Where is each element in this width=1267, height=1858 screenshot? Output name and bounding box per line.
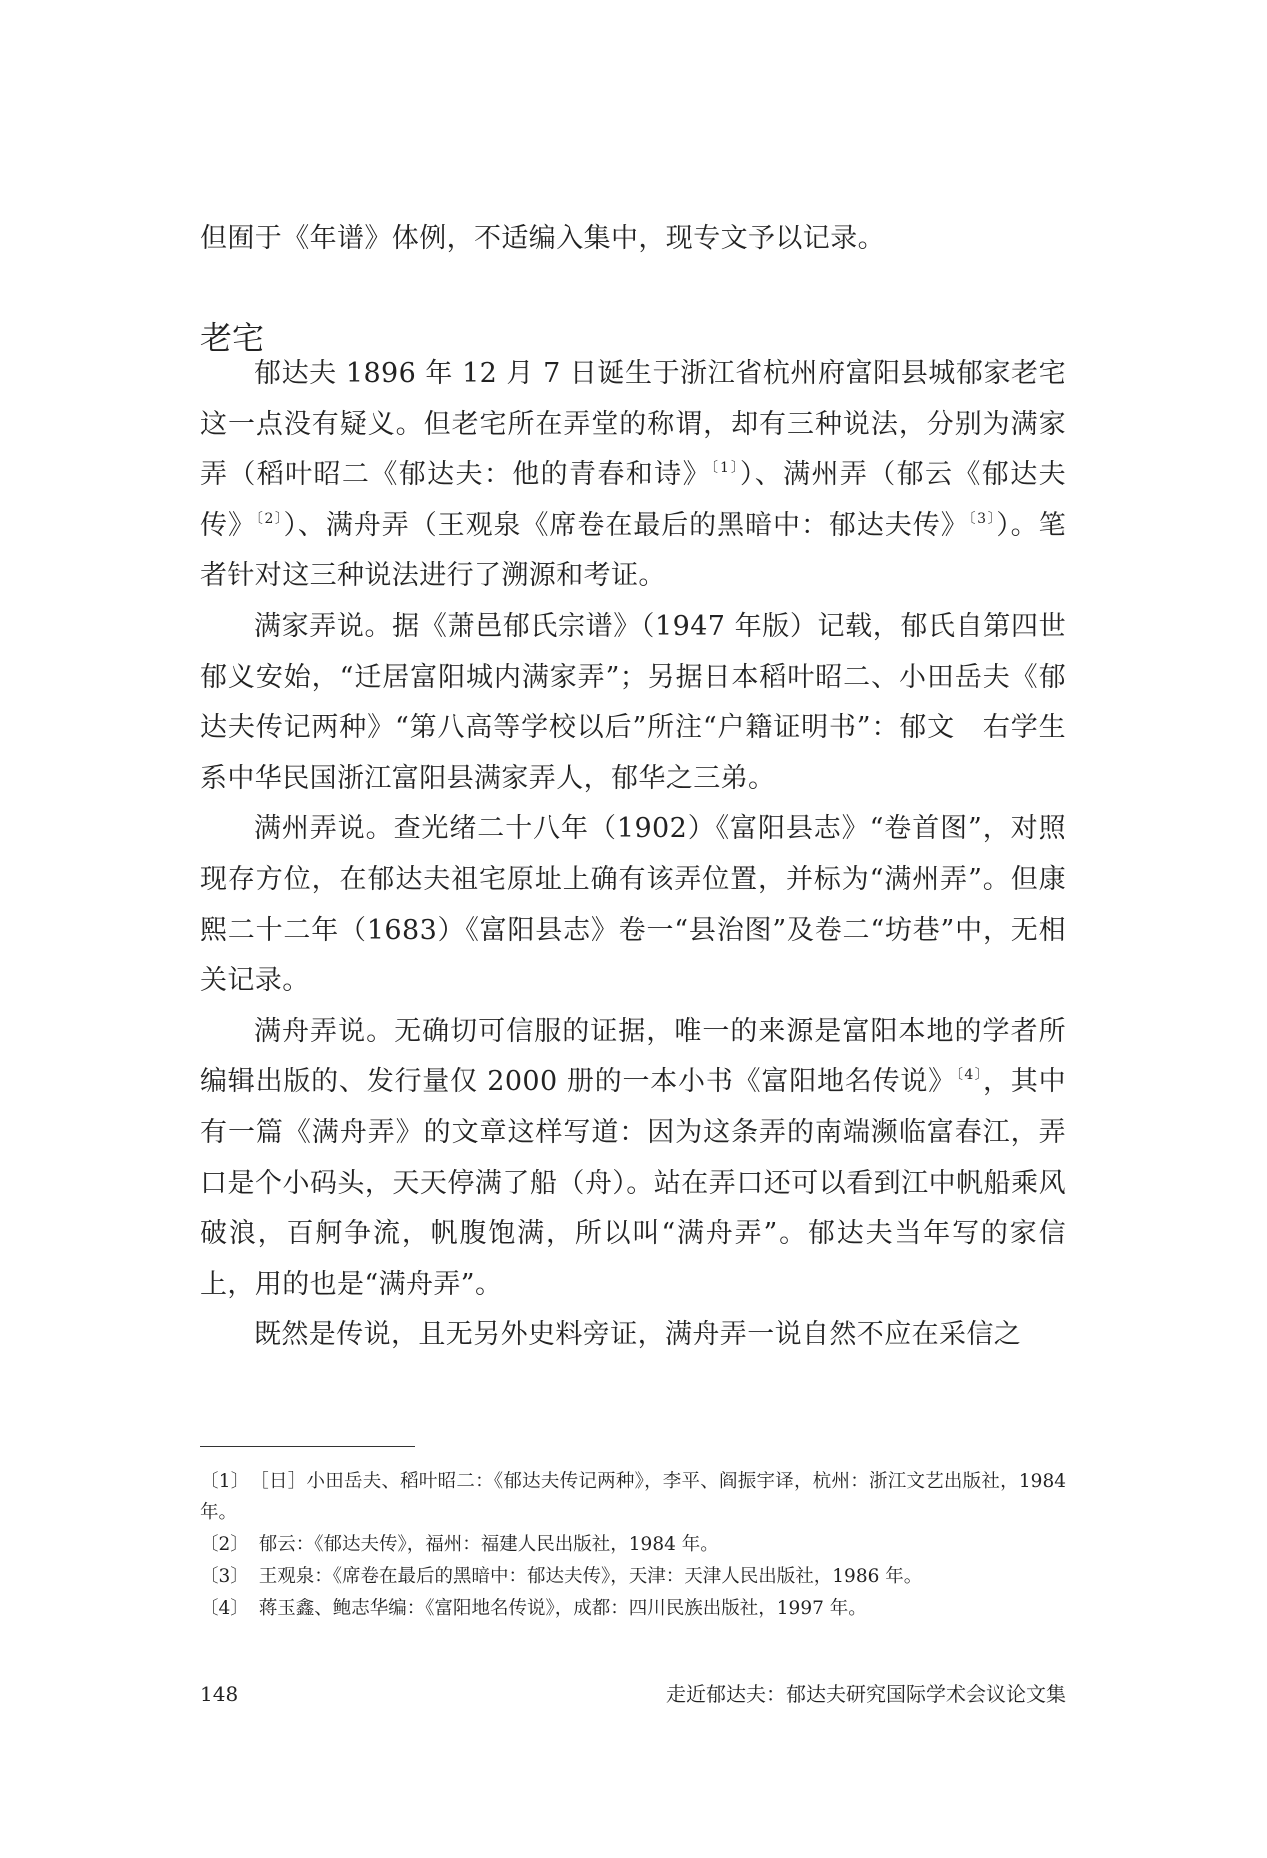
footnote-text: 郁云：《郁达夫传》，福州：福建人民出版社，1984 年。 — [258, 1534, 719, 1555]
footnote-item — [200, 1466, 1066, 1528]
footnote-number: 〔1〕 — [200, 1471, 250, 1492]
paragraph-conclusion: 既然是传说，且无另外史料旁证，满舟弄一说自然不应在采信之 — [254, 1319, 1022, 1351]
running-footer-title: 走近郁达夫：郁达夫研究国际学术会议论文集 — [666, 1682, 1066, 1706]
footnote-text: 王观泉：《席卷在最后的黑暗中：郁达夫传》，天津：天津人民出版社，1986 年。 — [258, 1566, 923, 1587]
footnote-item — [200, 1593, 1066, 1624]
footnote-number: 〔3〕 — [200, 1566, 249, 1587]
footnote-item — [200, 1561, 1066, 1592]
paragraph-manjia: 满家弄说。据《萧邑郁氏宗谱》（1947 年版）记载，郁氏自第四世郁义安始，“迁居富阳城内满家弄”；另据日本稻叶昭二、小田岳夫《郁达夫传记两种》“第八高等学校以后”所注“户籍证明书”：郁文 右学生系中华民国浙江富阳县满家弄人，郁华之三弟。 — [200, 610, 1066, 794]
footnote-text: 蒋玉鑫、鲍志华编：《富阳地名传说》，成都：四川民族出版社，1997 年。 — [258, 1598, 867, 1619]
footnote-ref-4[interactable]: 〔4〕 — [955, 1067, 984, 1084]
paragraph-manzhou: 满州弄说。查光绪二十八年（1902）《富阳县志》“卷首图”，对照现存方位，在郁达夫祖宅原址上确有该弄位置，并标为“满州弄”。但康熙二十二年（1683）《富阳县志》卷一“县治图”及卷二“坊巷”中，无相关记录。 — [200, 813, 1066, 997]
footnote-text: ［日］小田岳夫、稻叶昭二：《郁达夫传记两种》，李平、阎振宇译，杭州：浙江文艺出版社，1984 年。 — [200, 1471, 1066, 1523]
paragraph-manzhou-boat: 满舟弄说。无确切可信服的证据，唯一的来源是富阳本地的学者所编辑出版的、发行量仅 2000 册的一本小书《富阳地名传说》$^{〔4〕}$，其中有一篇《满舟弄》的文章这样写道：因为这条弄的南端濒临富春江，弄口是个小码头，天天停满了船（舟）。站在弄口还可以看到江中帆船乘风破浪，百舸争流，帆腹饱满，所以叫“满舟弄”。郁达夫当年写的家信上，用的也是“满舟弄”。 — [200, 1015, 1066, 1300]
section-heading: 老宅 — [200, 319, 265, 357]
footnote-item — [200, 1529, 1066, 1560]
footnote-number: 〔4〕 — [200, 1598, 249, 1619]
footnote-divider — [200, 1446, 415, 1447]
paragraph-origin: 郁达夫 1896 年 12 月 7 日诞生于浙江省杭州府富阳县城郁家老宅这一点没有疑义。但老宅所在弄堂的称谓，却有三种说法，分别为满家弄（稻叶昭二《郁达夫：他的青春和诗》$^{〔1〕}$）、满州弄（郁云《郁达夫传》$^{〔2〕}$）、满舟弄（王观泉《席卷在最后的黑暗中：郁达夫传》$^{〔3〕}$）。笔者针对这三种说法进行了溯源和考证。 — [200, 358, 1066, 592]
footnote-number: 〔2〕 — [200, 1534, 249, 1555]
page-number: 148 — [200, 1682, 239, 1706]
footnote-ref-1[interactable]: 〔1〕 — [710, 460, 740, 477]
article-body — [200, 349, 1066, 1361]
continued-sentence: 但囿于《年谱》体例，不适编入集中，现专文予以记录。 — [200, 223, 885, 254]
footnote-list — [200, 1466, 1066, 1625]
footnote-ref-2[interactable]: 〔2〕 — [255, 510, 284, 527]
footnote-ref-3[interactable]: 〔3〕 — [968, 510, 997, 527]
